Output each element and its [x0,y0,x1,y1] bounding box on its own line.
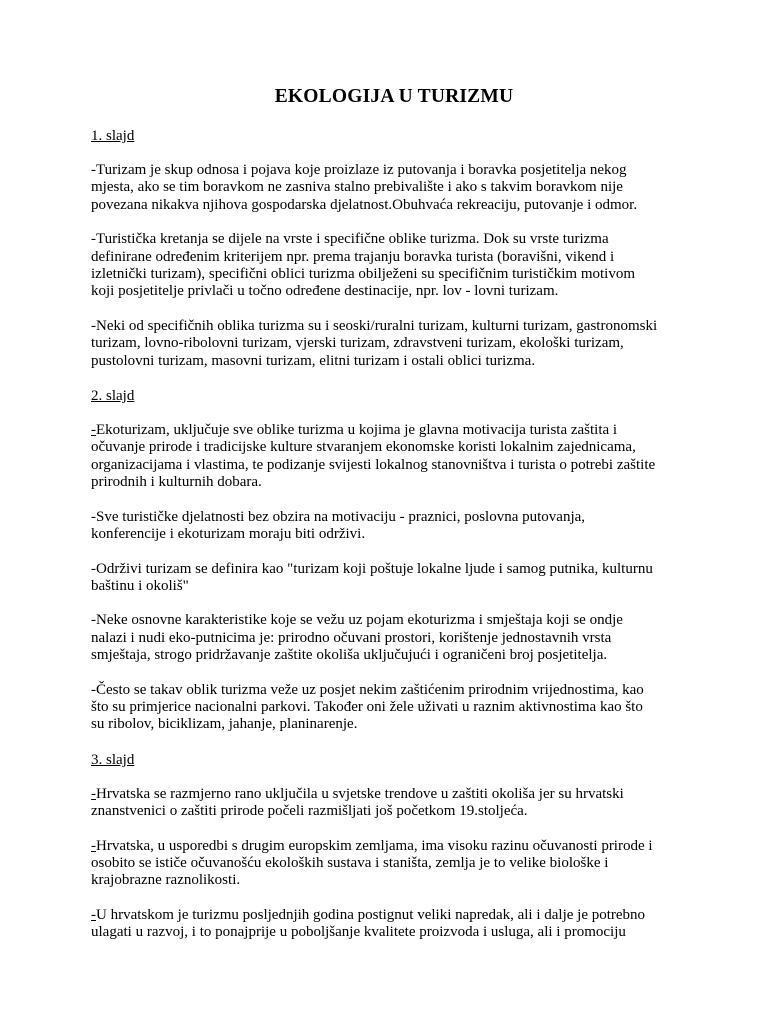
document-title: EKOLOGIJA U TURIZMU [274,86,514,107]
slide-1-paragraph-3: -Neki od specifičnih oblika turizma su i seoski/ruralni turizam, kulturni turizam, gastronomski turizam, lovno-ribolovni turizam, vjerski turizam, zdravstveni turizam, ekološki turizam, pustolovni turizam, masovni turizam, elitni turizam i ostali oblici turizma. [91,317,658,369]
slide-heading-3: 3. slajd [91,751,135,768]
slide-2-paragraph-2: -Sve turističke djelatnosti bez obzira na motivaciju - praznici, poslovna putovanja, konferencije i ekoturizam moraju biti održivi. [91,508,586,543]
slide-2-paragraph-3: -Održivi turizam se definira kao "turizam koji poštuje lokalne ljude i samog putnika, kulturnu baštinu i okoliš" [91,560,653,594]
slide-heading-1: 1. slajd [91,128,135,144]
slide-heading-2: 2. slajd [91,388,135,405]
slide-3-paragraph-3: -U hrvatskom je turizmu posljednjih godina postignut veliki napredak, ali i dalje je potrebno ulagati u razvoj, i to ponajprije u poboljšanje kvalitete proizvoda i usluga, ali i promociju [91,906,646,941]
slide-2-paragraph-5: -Često se takav oblik turizma veže uz posjet nekim zaštićenim prirodnim vrijednostima, kao što su primjerice nacionalni parkovi. Također oni žele uživati u raznim aktivnostima kao što su ribolov, biciklizam, jahanje, planinarenje. [91,681,644,733]
slide-2-paragraph-4: -Neke osnovne karakteristike koje se vežu uz pojam ekoturizma i smještaja koji se ondje nalazi i nudi eko-putnicima je: prirodno očuvani prostori, korištenje jednostavnih vrsta smještaja, strogo pridržavanje zaštite okoliša uključujući i ograničeni broj posjetitelja. [91,612,623,664]
slide-1-paragraph-1: -Turizam je skup odnosa i pojava koje proizlaze iz putovanja i boravka posjetitelja nekog mjesta, ako se tim boravkom ne zasniva stalno prebivalište i ako s takvim boravkom nije povezana nikakva njihova gospodarska djelatnost.Obuhvaća rekreaciju, putovanje i odmor. [91,162,638,213]
slide-2-paragraph-1: -Ekoturizam, uključuje sve oblike turizma u kojima je glavna motivacija turista zaštita i očuvanje prirode i tradicijske kulture stvaranjem ekonomske koristi lokalnim zajednicama, organizacijama i vlastima, te podizanje svijesti lokalnog stanovništva i turista o potrebi zaštite prirodnih i kulturnih dobara. [91,422,656,491]
slide-3-paragraph-1: -Hrvatska se razmjerno rano uključila u svjetske trendove u zaštiti okoliša jer su hrvatski znanstvenici o zaštiti prirode počeli razmišljati još početkom 19.stoljeća. [91,785,624,820]
document-page [91,0,691,942]
slide-3-paragraph-2: -Hrvatska, u usporedbi s drugim europskim zemljama, ima visoku razinu očuvanosti prirode i osobito se ističe očuvanošću ekoloških sustava i staništa, zemlja je to velike biološke i krajobrazne raznolikosti. [91,837,653,889]
slide-1-paragraph-2: -Turistička kretanja se dijele na vrste i specifične oblike turizma. Dok su vrste turizma definirane određenim kriterijem npr. prema trajanju boravka turista (boravišni, vikend i izletnički turizam), specifični oblici turizma obilježeni su specifičnim turističkim motivom koji posjetitelje privlači u točno određene destinacije, npr. lov - lovni turizam. [91,231,636,300]
